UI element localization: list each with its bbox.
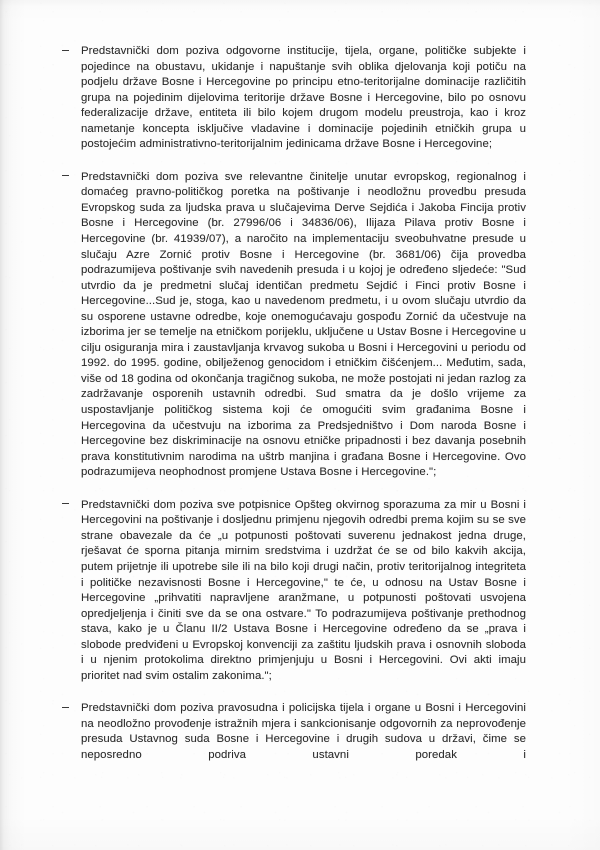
bullet-dash-icon [62,175,69,176]
bullet-dash-icon [62,503,69,504]
bullet-dash-icon [62,707,69,708]
clause-item [62,44,526,153]
clause-item [62,498,526,685]
document-text-body [62,44,526,779]
bullet-dash-icon [62,50,69,51]
clause-paragraph-2: Predstavnički dom poziva sve relevantne činitelje unutar evropskog, regionalnog i domaćeg pravno-političkog poretka na poštivanje i neodložnu provedbu presuda Evropskog suda za ljudska prava u slučajevima Derve Sejdića i Jakoba Fincija protiv Bosne i Hercegovine (br. 27996/06 i 34836/06), Ilijaza Pilava protiv Bosne i Hercegovine (br. 41939/07), a naročito na implementaciju sveobuhvatne presude u slučaju Azre Zornić protiv Bosne i Hercegovine (br. 3681/06) čija provedba podrazumijeva poštivanje svih navedenih presuda i u kojoj je određeno sljedeće: "Sud utvrdio da je predmetni slučaj identičan predmetu Sejdić i Finci protiv Bosne i Hercegovine...Sud je, stoga, kao u navedenom predmetu, i u ovom slučaju utvrdio da su osporene ustavne odredbe, koje onemogućavaju gospođu Zornić da učestvuje na izborima jer se temelje na etničkom porijeklu, uključene u Ustav Bosne i Hercegovine u cilju osiguranja mira i zaustavljanja krvavog sukoba u Bosni i Hercegovini u periodu od 1992. do 1995. godine, obilježenog genocidom i etničkim čišćenjem... Međutim, sada, više od 18 godina od okončanja tragičnog sukoba, ne može postojati ni jedan razlog za zadržavanje osporenih ustavnih odredbi. Sud smatra da je došlo vrijeme za uspostavljanje političkog sistema koji će omogućiti svim građanima Bosne i Hercegovina da učestvuju na izborima za Predsjedništvo i Dom naroda Bosne i Hercegovine bez diskriminacije na osnovu etničke pripadnosti i bez davanja posebnih prava konstitutivnim narodima na uštrb manjina i građana Bosne i Hercegovine. Ovo podrazumijeva neophodnost promjene Ustava Bosne i Hercegovine."; [81,170,526,479]
clause-paragraph-3: Predstavnički dom poziva sve potpisnice Opšteg okvirnog sporazuma za mir u Bosni i Hercegovini na poštivanje i dosljednu primjenu njegovih odredbi prema kojim su se sve strane obavezale da će „u potpunosti poštovati suverenu jednakost jedna druge, rješavat će sporna pitanja mirnim sredstvima i uzdržat će se od bilo kakvih akcija, putem prijetnje ili upotrebe sile ili na bilo koji drugi način, protiv teritorijalnog integriteta i političke nezavisnosti Bosne i Hercegovine," te će, u odnosu na Ustav Bosne i Hercegovine „prihvatiti napravljene aranžmane, u potpunosti poštovati usvojena opredjeljenja i činiti sve da se ona ostvare." To podrazumijeva poštivanje prethodnog stava, kako je u Članu II/2 Ustava Bosne i Hercegovine određeno da se „prava i slobode predviđeni u Evropskoj konvenciji za zaštitu ljudskih prava i osnovnih sloboda i u njenim protokolima direktno primjenjuju u Bosni i Hercegovini. Ovi akti imaju prioritet nad svim ostalim zakonima."; [81,498,526,682]
clause-paragraph-4: Predstavnički dom poziva pravosudna i policijska tijela i organe u Bosni i Hercegovini na neodložno provođenje istražnih mjera i sankcionisanje odgovornih za neprovođenje presuda Ustavnog suda Bosne i Hercegovine i drugih sudova u državi, čime se neposredno podriva ustavni poredak i [81,702,526,761]
clause-paragraph-1: Predstavnički dom poziva odgovorne institucije, tijela, organe, političke subjekte i pojedince na obustavu, ukidanje i napuštanje svih oblika djelovanja koji potiču na podjelu države Bosne i Hercegovine po principu etno-teritorijalne dominacije različitih grupa na pojedinim dijelovima teritorije države Bosne i Hercegovine, bilo po osnovu federalizacije države, entiteta ili bilo kojem drugom modelu preustroja, kao i kroz nametanje koncepta isključive vladavine i dominacije pojedinih etničkih grupa u postojećim administrativno-teritorijalnim jedinicama države Bosne i Hercegovine; [81,45,526,151]
clause-item [62,701,526,779]
clause-item [62,170,526,481]
